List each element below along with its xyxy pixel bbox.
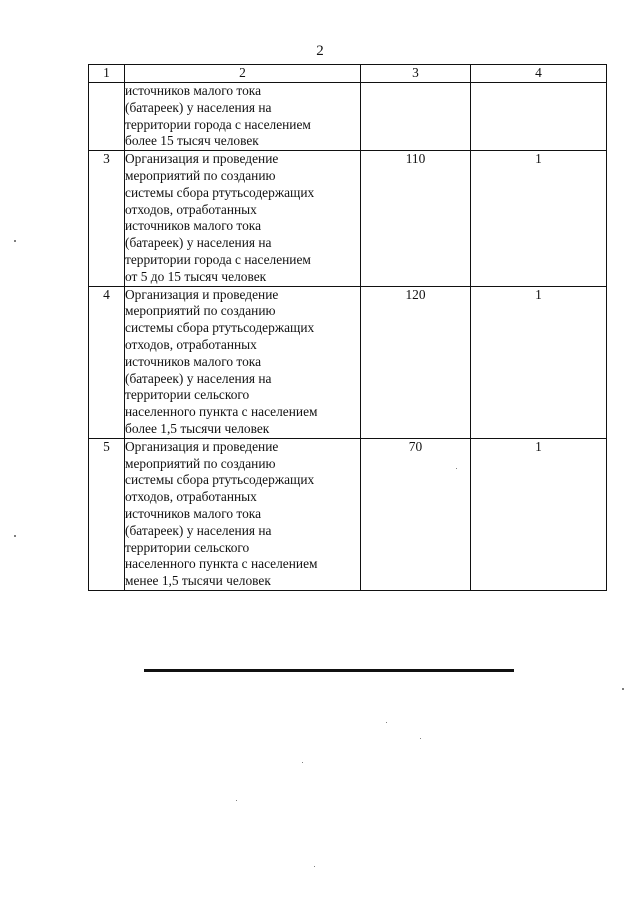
column-header: 3 [361, 65, 471, 83]
row-col3-cell [361, 83, 471, 151]
description-line: территории города с населением [125, 116, 311, 132]
description-line: системы сбора ртутьсодержащих [125, 320, 315, 336]
row-number-cell: 4 [89, 286, 125, 438]
description-line: источников малого тока [125, 353, 262, 369]
row-description-cell [125, 286, 361, 438]
scan-speck [622, 688, 624, 690]
column-header: 4 [471, 65, 607, 83]
row-description-cell [125, 438, 361, 590]
table-row [89, 83, 607, 151]
scan-speck [14, 535, 16, 537]
scan-speck [420, 738, 421, 739]
scan-speck [314, 866, 315, 867]
row-number-cell: 3 [89, 151, 125, 286]
description-line: системы сбора ртутьсодержащих [125, 184, 315, 200]
column-header: 2 [125, 65, 361, 83]
description-line: (батареек) у населения на [125, 99, 272, 115]
table-row [89, 438, 607, 590]
row-col4-cell: 1 [471, 151, 607, 286]
table-header-row [89, 65, 607, 83]
row-col4-cell: 1 [471, 286, 607, 438]
row-description-cell [125, 83, 361, 151]
description-line: от 5 до 15 тысяч человек [125, 268, 267, 284]
description-line: источников малого тока [125, 505, 262, 521]
description-line: Организация и проведение [125, 286, 279, 302]
description-line: (батареек) у населения на [125, 235, 272, 251]
description-line: менее 1,5 тысячи человек [125, 573, 271, 589]
description-line: (батареек) у населения на [125, 370, 272, 386]
description-line: системы сбора ртутьсодержащих [125, 472, 315, 488]
row-number-cell [89, 83, 125, 151]
description-line: населенного пункта с населением [125, 404, 318, 420]
description-line: территории сельского [125, 539, 250, 555]
description-line: территории города с населением [125, 251, 311, 267]
column-header: 1 [89, 65, 125, 83]
scan-speck [14, 240, 16, 242]
row-number-cell: 5 [89, 438, 125, 590]
description-line: источников малого тока [125, 218, 262, 234]
description-line: Организация и проведение [125, 151, 279, 167]
description-line: отходов, отработанных [125, 489, 257, 505]
description-line: территории сельского [125, 387, 250, 403]
table-row [89, 151, 607, 286]
table-row [89, 286, 607, 438]
row-col3-cell: 120 [361, 286, 471, 438]
description-line: более 1,5 тысячи человек [125, 420, 270, 436]
scan-speck [456, 468, 457, 469]
description-line: более 15 тысяч человек [125, 133, 259, 149]
description-line: Организация и проведение [125, 438, 279, 454]
description-line: населенного пункта с населением [125, 556, 318, 572]
row-col4-cell: 1 [471, 438, 607, 590]
description-line: мероприятий по созданию [125, 303, 276, 319]
data-table [88, 64, 607, 591]
description-line: мероприятий по созданию [125, 455, 276, 471]
description-line: (батареек) у населения на [125, 522, 272, 538]
row-col3-cell: 110 [361, 151, 471, 286]
description-line: источников малого тока [125, 83, 262, 98]
description-line: отходов, отработанных [125, 201, 257, 217]
end-of-document-rule [144, 669, 514, 672]
row-description-cell [125, 151, 361, 286]
scan-speck [386, 722, 387, 723]
row-col4-cell [471, 83, 607, 151]
scan-speck [302, 762, 303, 763]
row-col3-cell: 70 [361, 438, 471, 590]
description-line: мероприятий по созданию [125, 167, 276, 183]
scan-speck [236, 800, 237, 801]
page-number: 2 [316, 43, 324, 59]
description-line: отходов, отработанных [125, 336, 257, 352]
